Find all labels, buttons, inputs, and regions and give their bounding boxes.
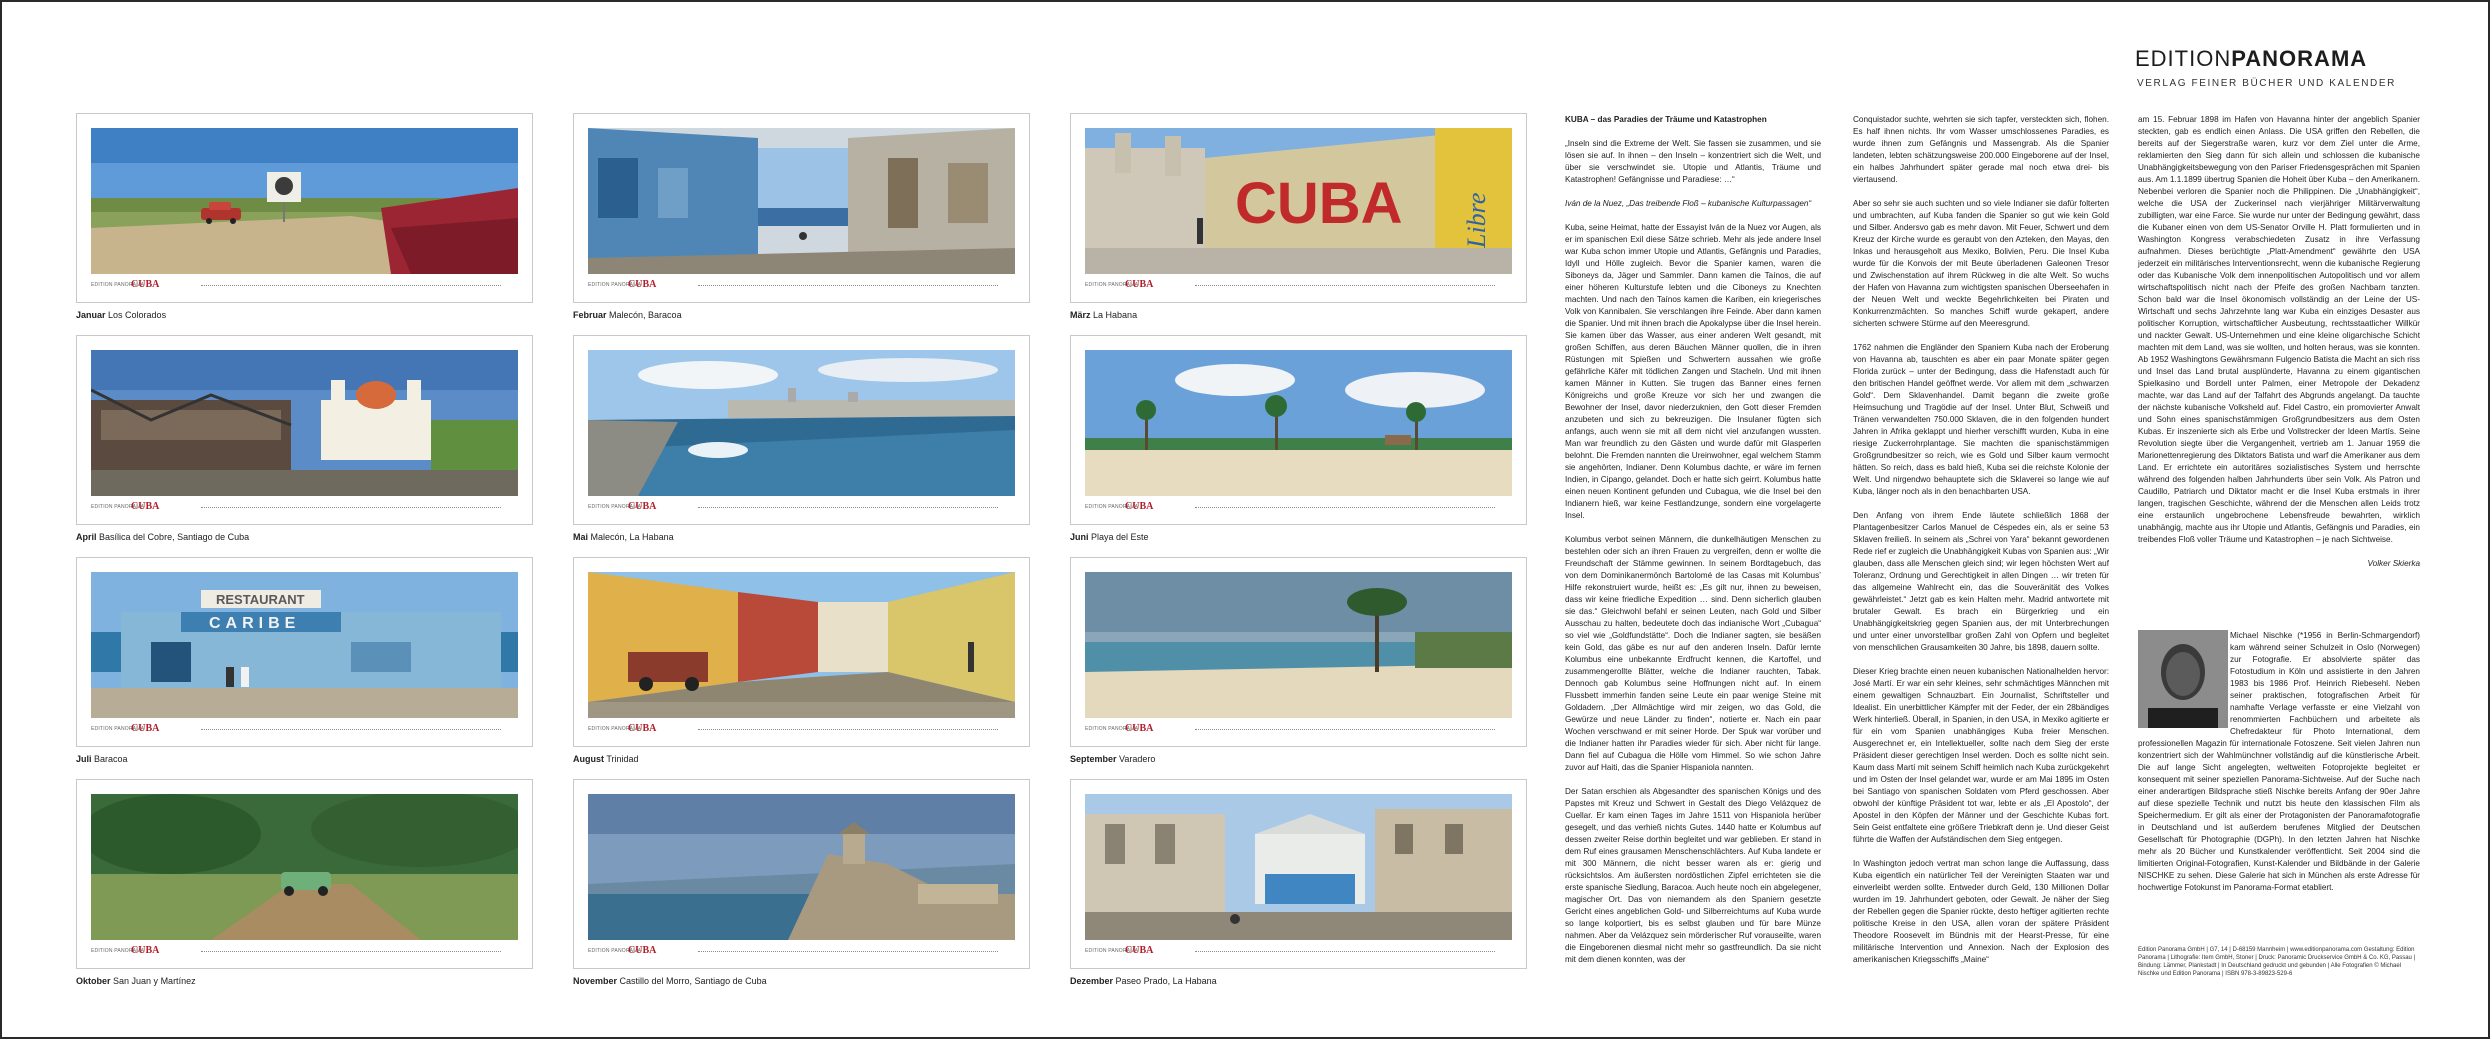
calendar-page-september (1070, 557, 1527, 747)
brand-cuba: CUBA (1125, 501, 1154, 512)
caribe-sign: CARIBE (209, 615, 301, 632)
article-author: Volker Skierka (2367, 559, 2420, 568)
photographer-bio (2138, 630, 2420, 894)
photo-varadero (1085, 572, 1512, 718)
article-paragraph: Der Satan erschien als Abgesandter des spanischen Königs und des Papstes mit Kreuz und Schwert in Gestalt des Diego Velázquez de Cuellar. Er kam einen Tages im Jahre 1511 von Hispaniola herüber gesegelt, und das verhieß nichts Gutes. 1440 hatte er Kolumbus auf dessen zweiter Reise dorthin begleitet und war geblieben. Er stand in dem Ruf eines grausamen Menschenschlächters. Auf Kuba landete er mit 300 Männern, die nicht besser waren als er: gierig und rücksichtslos. Am äußersten nordöstlichen Zipfel errichteten sie die erste spanische Siedlung, Baracoa. Auch heute noch ein abgelegener, magischer Ort. Das von niemandem als den Spaniern gesetzte Gericht eines angeblichen Gold- und Silberreichtums auf Kuba wurde so lange kolportiert, bis es selbst glauben und für bare Münze nahmen. Aber da Velázquez sein mörderischer Ruf vorauseilte, waren die Eingeborenen diesmal nicht mehr so gastfreundlich. Da sie nicht mit dem dienen konnten, was der (1565, 787, 1821, 964)
caption-june (1070, 532, 1149, 542)
article-column-2 (1853, 114, 2109, 978)
calendar-page-november (573, 779, 1030, 969)
caption-month: Juni (1070, 532, 1089, 542)
calendar-page-december (1070, 779, 1527, 969)
calendar-page-july (76, 557, 533, 747)
caption-month: März (1070, 310, 1091, 320)
brand-cuba: CUBA (131, 945, 160, 956)
mini-brand: EDITION PANORAMA (1085, 504, 1139, 510)
caption-place: Malecón, La Habana (590, 532, 674, 542)
photo-playa-del-este (1085, 350, 1512, 496)
photo-baracoa-caribe (91, 572, 518, 718)
article-paragraph: Aber so sehr sie auch suchten und so viele Indianer sie dafür folterten und umbrachten, auf Kuba fanden die Spanier so gut wie kein Gold und Silber. Andersvo gab es mehr davon. Mit Feuer, Schwert und dem Kreuz der Kirche wurde es geraubt von den Azteken, den Mayas, den Inkas und herausgeholt aus Mexiko, Bolivien, Peru. Die Insel Kuba wurde für die Konvois der mit Beute überladenen Galeonen Tresor und Zwischenstation auf ihrem Rückweg in die alte Welt. So wuchs der Hafen von Havanna zum wichtigsten spanischen Überseehafen in der Neuen Welt und weckte Begehrlichkeiten bei Piraten und Konkurrenzmächten. So manches Schiff wurde gekapert, andere sicherten schwere Stürme auf den Meeresgrund. (1853, 199, 2109, 328)
article-paragraph: am 15. Februar 1898 im Hafen von Havanna hinter der angeblich Spanier steckten, gab es endlich einen Anlass. Die USA griffen den Rebellen, die bereits auf der Siegerstraße waren, kurz vor dem Ziel unter die Arme, reklamierten den Sieg dann für sich allein und schlossen die kubanische Unabhängigkeitsbewegung von den Pariser Friedensgesprächen mit Spanien aus. Am 1.1.1899 übertrug Spanien die Hoheit über Kuba – den Amerikanern. Nebenbei verloren die Spanier noch die Philippinen. Die „Unabhängigkeit“, welche die USA der Zuckerinsel nach vierjähriger Militärverwaltung zubilligten, war eine Farce. Sie wurde nur unter der Bedingung gewährt, dass die Kubaner einen von dem US-Senator Orville H. Platt formulierten und in Washington Kongress verabschiedeten Zusatz in ihre Verfassung aufnahmen. Dieses berüchtigte „Platt-Amendment“ gewährte den USA jederzeit ein militärisches Interventionsrecht, wenn die kubanische Regierung oder das Kubanische Volk dem innenpolitischen Autopolitisch und vor allem wirtschaftspolitisch nicht nach der Pfeife des großen Nachbarn tanzten. Schon bald war die Insel ökonomisch vollständig an der Leine der US-Wirtschaft und sechs Jahrzehnte lang war Kuba ein einziges Desaster aus politischer Korruption, wirtschaftlicher Ausbeutung, rechtsstaatlicher Willkür und nackter Gewalt. US-Unternehmen und eine kleine oligarchische Schicht machten mit dem Land, was sie wollten, und holten heraus, was sie konnten. Ab 1952 Washingtons Gewährsmann Fulgencio Batista die Macht an sich riss und Insel das Land brutal ausplünderte, Havanna zu einem gigantischen Spielkasino und Bordell unter Palmen, einer Metropole der Dekadenz machte, war das Land auf der Talfahrt des Abgrunds angelangt. Da tauchte der nächste kubanische Volksheld auf. Fidel Castro, ein promovierter Anwalt und Sohn eines spanischstämmigen Großgrundbesitzers aus dem Osten Kubas. Er inszenierte sich als Erbe und Vollstrecker der Ideen Martís. Seine Revolution siegte über die Vergangenheit, vertrieb am 1. Januar 1959 die Marionettenregierung des Diktators Batista und warf die Amerikaner aus dem Land. Er errichtete ein autoritäres sozialistisches System und herrschte während des folgenden halben Jahrhunderts über sein Volk. Als Patron und Caudillo, Patriarch und Diktator macht er die Insel Kuba erstmals in ihrer langen, tragischen Geschichte, während der die Menschen allen Leids trotz eine erstaunlich ungebrochene Lebensfreude bewahrten, wirklich unabhängig, machte aus ihr Utopie und Atlantis, Gefängnis und Paradies, ein treibendes Floß voller Träume und Katastrophen – je nach Sichtweise. (2138, 115, 2420, 544)
calendar-days-row (698, 951, 998, 956)
calendar-days-row (201, 729, 501, 734)
article-paragraph: In Washington jedoch vertrat man schon lange die Auffassung, dass Kuba eigentlich ein natürlicher Teil der Vereinigten Staaten war und einverleibt werden sollte. Entweder durch Geld, 130 Millionen Dollar wurden im 19. Jahrhundert geboten, oder Gewalt. Je näher der Sieg der Rebellen gegen die Spanier rückte, desto heftiger agitierten rechte politische Kreise in den USA, allen voran der spätere Präsident Theodore Roosevelt im Bündnis mit der Hearst-Presse, für eine militärische Intervention und Annexion. Nach der Explosion des amerikanischen Kriegsschiffs „Maine“ (1853, 859, 2109, 964)
mini-brand: EDITION PANORAMA (91, 504, 145, 510)
caption-place: Playa del Este (1091, 532, 1149, 542)
photo-trinidad (588, 572, 1015, 718)
caption-place: Los Colorados (108, 310, 167, 320)
caption-place: Basílica del Cobre, Santiago de Cuba (99, 532, 250, 542)
caption-month: Juli (76, 754, 92, 764)
mini-brand: EDITION PANORAMA (1085, 948, 1139, 954)
caption-month: Dezember (1070, 976, 1114, 986)
brand-cuba: CUBA (628, 279, 657, 290)
caption-place: Malecón, Baracoa (609, 310, 682, 320)
bio-text: Michael Nischke (*1956 in Berlin-Schmargendorf) kam während seiner Schulzeit in Oslo (Norwegen) zur Fotografie. Er absolvierte später das Fotostudium in Köln und assistierte in den Jahren 1983 bis 1986 Prof. Heinrich Riebesehl. Neben seiner praktischen, fotografischen Arbeit für namhafte Verlage verfasste er eine Vielzahl von renommierten Fachbüchern und arbeitete als Chefredakteur für Photo International, dem professionellen Magazin für internationale Fotoszene. Seit vielen Jahren nun konzentriert sich der Wahlmünchner vollständig auf die künstlerische Arbeit. Die auf lange Sicht angelegten, weltweiten Fotoprojekte begleitet er konsequent mit seiner speziellen Panorama-Sichtweise. Auf der Suche nach einer anderartigen Bildsprache stieß Nischke bereits Anfang der 90er Jahre auf diese spezielle Technik und nutzt bis heute den klassischen Film als Speichermedium. Er gilt als einer der Protagonisten der Panoramafotografie in Deutschland und ist außerdem berufenes Mitglied der Deutschen Gesellschaft für Photographie (DGPh). In den letzten Jahren hat Nischke mehr als 20 Bücher und Kunstkalender veröffentlicht. Seit 2004 sind die limitierten Original-Fotografien, Kunst-Kalender und Bildbände in der Galerie NISCHKE zu sehen. Diese Galerie hat sich in München als erste Adresse für hochwertige Fotokunst im Panorama-Format etabliert. (2138, 631, 2420, 892)
restaurant-sign: RESTAURANT (216, 592, 305, 607)
photo-paseo-prado (1085, 794, 1512, 940)
brand-cuba: CUBA (1125, 279, 1154, 290)
calendar-days-row (1195, 729, 1495, 734)
photo-malecon-baracoa (588, 128, 1015, 274)
calendar-page-april (76, 335, 533, 525)
photo-san-juan-y-martinez (91, 794, 518, 940)
cuba-wall-sign: CUBA (1235, 171, 1403, 236)
article-paragraph: Kuba, seine Heimat, hatte der Essayist Iván de la Nuez vor Augen, als er im spanischen Exil diese Sätze schrieb. Mehr als jede andere Insel war Kuba schon immer Utopie und Atlantis, Gefängnis und Paradies, Idyll und Hölle zugleich. Bevor die Spanier kamen, waren die Siboneys da, Jäger und Sammler. Dann kamen die Taínos, die auf einer höheren Kulturstufe lebten und die Ciboneys zu Knechten machten. Und nach den Taínos kamen die Kariben, ein kriegerisches Volk von Kannibalen. Sie verschlangen ihre Feinde. Aber dann kamen die Spanier. Und mit ihnen brach die Apokalypse über die Insel herein. Sie kamen über das Wasser, aus einer anderen Welt gesandt, mit großen Schiffen, aus deren Bäuchen Männer quollen, die in ihren Rüstungen mit Spießen und Schwertern aussahen wie große gefährliche Käfer mit tödlichen Zangen und Stacheln. Und mit ihnen kamen Männer in Kutten. Sie trugen das Banner eines fernen Königreichs und große Kreuze vor sich her und zwangen die Bewohner der Insel, davor niederzuknien, den Gott dieser Fremden anzubeten und sich zu bekreuzigen. Die Insulaner fügten sich anfangs, auch wenn sie mit all dem nicht viel anzufangen wussten. Man war freundlich zu den Gästen und wurde dafür mit Glasperlen belohnt. Die Fremden nannten die Ureinwohner, egal welchem Stamm sie angehörten, Indianer. Denn Kolumbus dachte, er wäre im fernen Indien, in Cipango, gelandet. Doch er hatte sich geirrt. Kolumbus hatte einen neuen Kontinent gefunden und Cubagua, wie die Insel bei den Indianern hieß, war keine Festlandzunge, sondern eine vorgelagerte Insel. (1565, 223, 1821, 520)
mini-brand: EDITION PANORAMA (588, 948, 642, 954)
mini-brand: EDITION PANORAMA (1085, 282, 1139, 288)
calendar-days-row (201, 507, 501, 512)
article-paragraph: Kolumbus verbot seinen Männern, die dunkelhäutigen Menschen zu bestehlen oder sich an ihren Frauen zu vergreifen, denn er wollte die Freundschaft der Stämme gewinnen. In seinem Bordtagebuch, das von dem Dominikanermönch Bartolomé de las Casas mit Kolumbus’ Hilfe rekonstruiert wurde, heißt es: „Es gilt nur, ihnen zu beweisen, dass wir keine friedliche Expedition … sind. Denn sicherlich glauben sie das.“ Gleichwohl befahl er seinen Leuten, nach Gold und Silber Ausschau zu halten, bedeutete doch das indianische Wort „Cubagua“ so viel wie „Goldfundstätte“. Doch die Indianer sagten, sie besäßen kein Gold, das gäbe es nur auf den anderen Inseln. Dafür lernte Kolumbus eine unbekannte Erdfrucht kennen, die Kartoffel, und zusammengerollte Blätter, welche die Indianer rauchten, Tabak. Dennoch gab Kolumbus seine Hoffnungen nicht auf. In einem Flussbett immerhin fanden seine Leute ein paar wenige Steine mit Goldadern. „Der Allmächtige wird mir zeigen, wo das Gold, die Gewürze und neue Länder zu finden“, notierte er. Nach ein paar Wochen verschwand er mit seiner Horde. Der Spuk war vorüber und die Indianer hatten ihr Paradies wieder für sich. Aber nicht für lange. Dann fiel auf Cubagua die Hölle vom Himmel. So wie schon Jahre zuvor auf Haiti, das die Spanier Hispaniola nannten. (1565, 535, 1821, 772)
publisher-logo (2135, 46, 2367, 72)
caption-place: Trinidad (606, 754, 639, 764)
photo-malecon-la-habana (588, 350, 1015, 496)
calendar-days-row (698, 507, 998, 512)
photo-basilica-del-cobre (91, 350, 518, 496)
calendar-days-row (201, 951, 501, 956)
caption-december (1070, 976, 1217, 986)
calendar-days-row (1195, 507, 1495, 512)
caption-april (76, 532, 249, 542)
calendar-page-march (1070, 113, 1527, 303)
caption-month: April (76, 532, 97, 542)
mini-brand: EDITION PANORAMA (91, 948, 145, 954)
brand-cuba: CUBA (628, 945, 657, 956)
brand-cuba: CUBA (131, 279, 160, 290)
brand-cuba: CUBA (131, 501, 160, 512)
caption-place: La Habana (1093, 310, 1138, 320)
caption-place: San Juan y Martínez (113, 976, 196, 986)
calendar-page-june (1070, 335, 1527, 525)
caption-february (573, 310, 682, 320)
caption-place: Paseo Prado, La Habana (1115, 976, 1217, 986)
brand-cuba: CUBA (131, 723, 160, 734)
logo-bold: PANORAMA (2231, 46, 2368, 71)
brand-cuba: CUBA (1125, 723, 1154, 734)
caption-may (573, 532, 674, 542)
caption-month: Februar (573, 310, 607, 320)
calendar-page-january (76, 113, 533, 303)
article-paragraph: Den Anfang von ihrem Ende läutete schließlich 1868 der Plantagenbesitzer Carlos Manuel de Céspedes ein, als er seine 53 Sklaven freiließ. In seinem als „Schrei von Yara“ bekannt gewordenen Rede rief er zugleich die Unabhängigkeit Kubas von Spanien aus: „Wir glauben, dass alle Menschen gleich sind; wir legen höchsten Wert auf Toleranz, Ordnung und Gerechtigkeit in allen Dingen … wir treten für das allgemeine Wahlrecht ein, das die Souveränität des Volkes gewährleistet.“ Jetzt gab es kein Halten mehr. Madrid antwortete mit brutaler Gewalt. Es brach ein Bürgerkrieg und ein Unabhängigkeitskrieg gegen Spanien aus, der mit Unterbrechungen und unter einer unvorstellbar großen Zahl von Opfern und begleitet von menschlichen Grausamkeiten 30 Jahre, bis 1898, dauern sollte. (1853, 511, 2109, 652)
caption-september (1070, 754, 1155, 764)
caption-month: September (1070, 754, 1117, 764)
brand-cuba: CUBA (628, 501, 657, 512)
calendar-days-row (201, 285, 501, 290)
caption-month: Januar (76, 310, 106, 320)
calendar-page-february (573, 113, 1030, 303)
caption-november (573, 976, 767, 986)
mini-brand: EDITION PANORAMA (588, 282, 642, 288)
caption-place: Baracoa (94, 754, 128, 764)
caption-month: November (573, 976, 618, 986)
calendar-days-row (1195, 285, 1495, 290)
mini-brand: EDITION PANORAMA (91, 282, 145, 288)
caption-place: Varadero (1119, 754, 1156, 764)
calendar-page-october (76, 779, 533, 969)
article-column-3 (2138, 114, 2420, 582)
caption-month: Oktober (76, 976, 111, 986)
mini-brand: EDITION PANORAMA (1085, 726, 1139, 732)
article-paragraph: Conquistador suchte, wehrten sie sich tapfer, versteckten sich, flohen. Es half ihnen nichts. Ihr vom Wasser umschlossenes Paradies, es wurde ihnen zum Gefängnis und Massengrab. Als die Spanier landeten, lebten schätzungsweise 200.000 Eingeborene auf der Insel, ein halbes Jahrhundert später gerade mal noch etwa drei- bis viertausend. (1853, 115, 2109, 184)
calendar-days-row (1195, 951, 1495, 956)
caption-january (76, 310, 166, 320)
article-title: KUBA – das Paradies der Träume und Katastrophen (1565, 115, 1767, 124)
calendar-days-row (698, 729, 998, 734)
article-quote-source: Iván de la Nuez, „Das treibende Floß – kubanische Kulturpassagen“ (1565, 199, 1812, 208)
caption-august (573, 754, 639, 764)
photographer-portrait (2138, 630, 2230, 730)
photo-los-colorados (91, 128, 518, 274)
photo-castillo-del-morro (588, 794, 1015, 940)
caption-month: Mai (573, 532, 589, 542)
article-column-1 (1565, 114, 1821, 978)
caption-july (76, 754, 128, 764)
article-paragraph: Dieser Krieg brachte einen neuen kubanischen Nationalhelden hervor: José Martí. Er war ein sehr kleines, sehr schmächtiges Männchen mit einem gewaltigen Schnauzbart. Ein Journalist, Schriftsteller und Idealist. Ein unerbittlicher Kämpfer mit der Feder, der ein 28bändiges Werk hinterließ. Überall, in Spanien, in den USA, in Mexiko agitierte er für ein vom Spanien unabhängiges Kuba freier Menschen. Ausgerechnet er, ein Intellektueller, sollte nach dem Sieg der erste Präsident dieser gerechtigen Insel werden. Doch es sollte nicht sein. Kaum dass Martí mit seinem Schiff heimlich nach Kuba zurückgekehrt und im Osten der Insel gelandet war, wurde er am Mai 1895 im Osten bei Santiago von spanischen Soldaten vom Pferd geschossen. Aber obwohl der künftige Präsident tot war, lebte er als „El Apostolo“, der Apostel in den Köpfen der Männer und der Geschichte Kubas fort. Sein Geist entfaltete eine größere Triebkraft denn je. Und dieser Geist führte die Waffen der Aufständischen dem Sieg entgegen. (1853, 667, 2109, 844)
calendar-page-august (573, 557, 1030, 747)
photo-la-habana-cuba-wall (1085, 128, 1512, 274)
caption-october (76, 976, 196, 986)
caption-place: Castillo del Morro, Santiago de Cuba (619, 976, 767, 986)
imprint: Edition Panorama GmbH | G7, 14 | D-68159 Mannheim | www.editionpanorama.com Gestaltung: Edition Panorama | Lithografie: Item GmbH, Stoner | Druck: Panoramic Druckservice GmbH & Co. KG, Passau | Bindung: Lämmer, Plankstadt | In Deutschland gedruckt und gebunden | Alle Fotografien © Michael Nischke und Edition Panorama | ISBN 978-3-89823-529-6 (2138, 947, 2416, 977)
libre-wall-sign: Libre (1462, 192, 1491, 248)
article-quote: „Inseln sind die Extreme der Welt. Sie fassen sie zusammen, und sie lösen sie auf. In ihnen – den Inseln – konzentriert sich die Welt, und über sie verschwindet sie. Utopie und Atlantis, Träume und Katastrophen! Gefängnisse und Paradiese: …“ (1565, 139, 1821, 184)
brand-cuba: CUBA (628, 723, 657, 734)
article-paragraph: 1762 nahmen die Engländer den Spaniern Kuba nach der Eroberung von Havanna ab, tauschten es aber ein paar Monate später gegen Florida zurück – unter der Bedingung, dass die Hafenstadt auch für den britischen Handel geöffnet werde. Vor allem mit dem „schwarzen Gold“. Dem Sklavenhandel. Damit begann die zweite große Heimsuchung und Tragödie auf der Insel. Unter Blut, Schweiß und Tränen verwandelten 750.000 Sklaven, die in den folgenden hundert Jahren in Afrika geklappt und hierher verschifft wurden, Kuba in eine riesige Zuckerrohrplantage. Sie machten die spanischstämmigen Großgrundbesitzer so reich, wie es Gold und Silber kaum vermocht hätten. So reich, dass es bald hieß, Kuba sei die reichste Kolonie der Welt. Und nirgendwo behauptete sich die Sklaverei so lange wie auf Kuba, länger noch als in den benachbarten USA. (1853, 343, 2109, 496)
logo-light: EDITION (2135, 46, 2232, 71)
brand-cuba: CUBA (1125, 945, 1154, 956)
mini-brand: EDITION PANORAMA (588, 504, 642, 510)
publisher-tagline: VERLAG FEINER BÜCHER UND KALENDER (2137, 78, 2396, 89)
caption-month: August (573, 754, 604, 764)
mini-brand: EDITION PANORAMA (91, 726, 145, 732)
calendar-page-may (573, 335, 1030, 525)
caption-march (1070, 310, 1137, 320)
mini-brand: EDITION PANORAMA (588, 726, 642, 732)
calendar-days-row (698, 285, 998, 290)
